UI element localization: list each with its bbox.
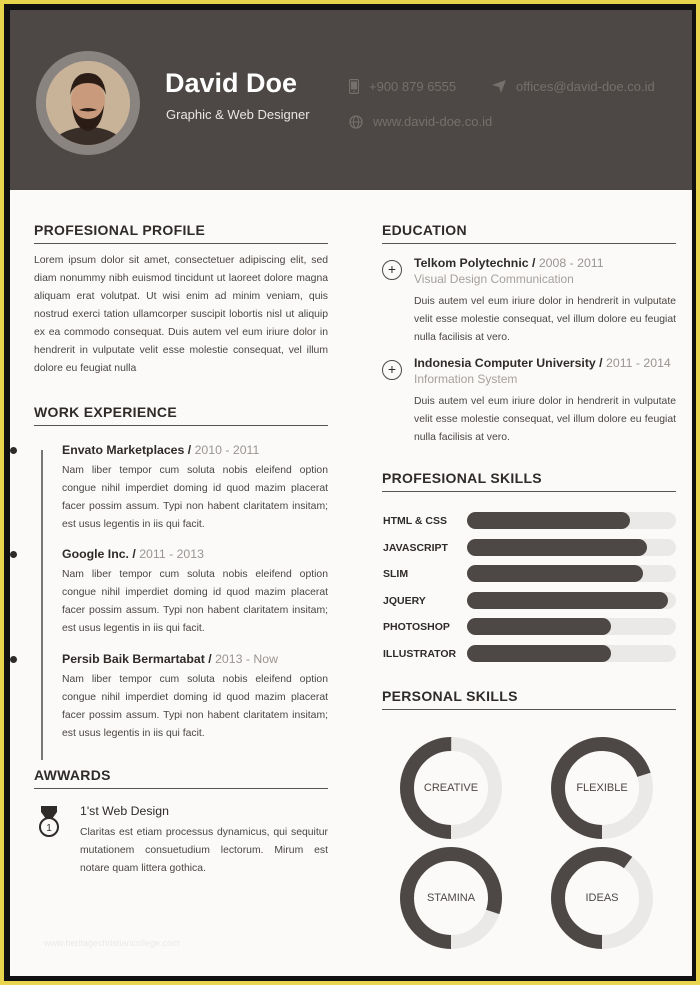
- skill-bar-fill: [467, 618, 611, 635]
- plus-icon: +: [382, 360, 402, 380]
- skill-bar-track: [467, 539, 676, 556]
- donut-label: IDEAS: [585, 892, 619, 904]
- work-description: Nam liber tempor cum soluta nobis eleifend option congue nihil imperdiet doming id quod mazim placerat facer possim assum. Typi non habent claritatem insitam; est usus legentis in iis qui facit.: [62, 465, 328, 530]
- skill-bar-track: [467, 565, 676, 582]
- left-column: [34, 222, 328, 878]
- work-company: Persib Baik Bermartabat: [62, 652, 205, 666]
- education-program: Visual Design Communication: [414, 272, 574, 286]
- watermark: www.heritagechristiancollege.com: [44, 938, 180, 948]
- avatar-ring: [36, 51, 140, 155]
- donut-label: STAMINA: [426, 892, 476, 904]
- education-item: [382, 256, 676, 347]
- skill-label: HTML & CSS: [383, 515, 447, 527]
- skill-label: PHOTOSHOP: [383, 621, 450, 634]
- resume-header: [10, 10, 692, 190]
- profile-heading: PROFESIONAL PROFILE: [34, 222, 328, 244]
- education-description: Duis autem vel eum iriure dolor in hendrerit in vulputate velit esse molestie consequat, vel illum dolore eu feugiat nulla facilisis at vero.: [414, 296, 676, 343]
- skill-row: [382, 563, 676, 590]
- contact-email: [492, 79, 655, 94]
- skill-row: [382, 616, 676, 643]
- timeline-dot: [10, 656, 17, 663]
- skill-bar-track: [467, 592, 676, 609]
- skill-bar-track: [467, 618, 676, 635]
- skill-donut: [551, 737, 653, 839]
- skill-donut: [551, 847, 653, 949]
- avatar: [46, 61, 130, 145]
- work-item-title: Envato Marketplaces / 2010 - 2011: [62, 443, 260, 457]
- award-description: Claritas est etiam processus dynamicus, qui sequitur mutationem consuetudium lectorum. Mirum est notare quam littera gothica.: [80, 827, 328, 874]
- skill-row: [382, 590, 676, 617]
- work-description: Nam liber tempor cum soluta nobis eleifend option congue nihil imperdiet doming id quod mazim placerat facer possim assum. Typi non habent claritatem insitam; est usus legentis in iis qui facit.: [62, 569, 328, 634]
- work-item-title: Persib Baik Bermartabat / 2013 - Now: [62, 652, 278, 666]
- work-item: [34, 443, 328, 534]
- work-item-title: Google Inc. / 2011 - 2013: [62, 547, 204, 561]
- medal-number: 1: [46, 823, 52, 834]
- work-years: 2011 - 2013: [139, 547, 204, 561]
- work-years: 2013 - Now: [215, 652, 278, 666]
- donut-label: CREATIVE: [423, 782, 479, 794]
- portrait-image: [46, 61, 130, 145]
- skill-bar-fill: [467, 539, 647, 556]
- contact-phone: [349, 79, 456, 94]
- candidate-name: David Doe: [165, 68, 298, 98]
- timeline-dot: [10, 551, 17, 558]
- work-item: [34, 652, 328, 743]
- skill-bar-fill: [467, 592, 668, 609]
- candidate-role: Graphic & Web Designer: [166, 107, 310, 122]
- awards-heading: AWWARDS: [34, 767, 328, 789]
- education-school: Telkom Polytechnic: [414, 256, 529, 270]
- work-heading: WORK EXPERIENCE: [34, 404, 328, 426]
- skill-row: [382, 510, 676, 537]
- award-item: [34, 804, 328, 878]
- skill-label: SLIM: [383, 568, 409, 581]
- skill-bar-fill: [467, 645, 611, 662]
- work-company: Google Inc.: [62, 547, 129, 561]
- skill-bar-fill: [467, 512, 630, 529]
- skill-row: [382, 643, 676, 670]
- work-years: 2010 - 2011: [194, 443, 260, 457]
- timeline-dot: [10, 447, 17, 454]
- work-description: Nam liber tempor cum soluta nobis eleifend option congue nihil imperdiet doming id quod mazim placerat facer possim assum. Typi non habent claritatem insitam; est usus legentis in iis qui facit.: [62, 674, 328, 739]
- work-timeline-line: [41, 450, 43, 760]
- email-text: offices@david-doe.co.id: [516, 79, 655, 94]
- plus-icon: +: [382, 260, 402, 280]
- globe-icon: [349, 115, 363, 129]
- phone-text: +900 879 6555: [369, 79, 457, 94]
- skill-bar-fill: [467, 565, 643, 582]
- skill-donut: [400, 737, 502, 839]
- skill-label: ILLUSTRATOR: [383, 647, 457, 660]
- personal-skills-heading: PERSONAL SKILLS: [382, 688, 676, 710]
- contact-website: [349, 114, 492, 129]
- pro-skills-heading: PROFESIONAL SKILLS: [382, 470, 676, 492]
- skill-label: JQUERY: [383, 594, 426, 607]
- education-title: Telkom Polytechnic / 2008 - 2011: [414, 256, 604, 270]
- education-program: Information System: [414, 372, 518, 386]
- education-description: Duis autem vel eum iriure dolor in hendrerit in vulputate velit esse molestie consequat, vel illum dolore eu feugiat nulla facilisis at vero.: [414, 396, 676, 443]
- work-item: [34, 547, 328, 638]
- work-company: Envato Marketplaces: [62, 443, 185, 457]
- skill-bar-track: [467, 512, 676, 529]
- skill-label: JAVASCRIPT: [383, 541, 448, 554]
- skill-donut: [400, 847, 502, 949]
- education-item: [382, 356, 676, 447]
- donut-label: FLEXIBLE: [576, 782, 628, 794]
- phone-icon: [349, 79, 359, 94]
- pro-skills-list: [382, 510, 676, 670]
- award-name: 1'st Web Design: [80, 804, 169, 818]
- education-heading: EDUCATION: [382, 222, 676, 244]
- education-years: 2011 - 2014: [606, 356, 671, 370]
- profile-text: Lorem ipsum dolor sit amet, consectetuer adipiscing elit, sed diam nonummy nibh euismod tincidunt ut laoreet dolore magna aliquam erat volutpat. Ut wisi enim ad minim veniam, quis nostrud exerci tation ullamcorper suscipit lobortis nisl ut aliquip ex ea commodo consequat. Duis autem vel eum iriure dolor in hendrerit in vulputate velit esse molestie consequat, vel illum dolore eu feugiat nulla: [34, 255, 328, 374]
- send-icon: [492, 80, 506, 93]
- education-title: Indonesia Computer University / 2011 - 2014: [414, 356, 671, 370]
- page-frame: [4, 4, 696, 981]
- medal-icon: [38, 806, 60, 838]
- resume-page: [10, 10, 692, 976]
- right-column: [382, 222, 676, 710]
- education-school: Indonesia Computer University: [414, 356, 596, 370]
- website-text: www.david-doe.co.id: [373, 114, 493, 129]
- skill-bar-track: [467, 645, 676, 662]
- skill-row: [382, 537, 676, 564]
- education-years: 2008 - 2011: [538, 256, 604, 270]
